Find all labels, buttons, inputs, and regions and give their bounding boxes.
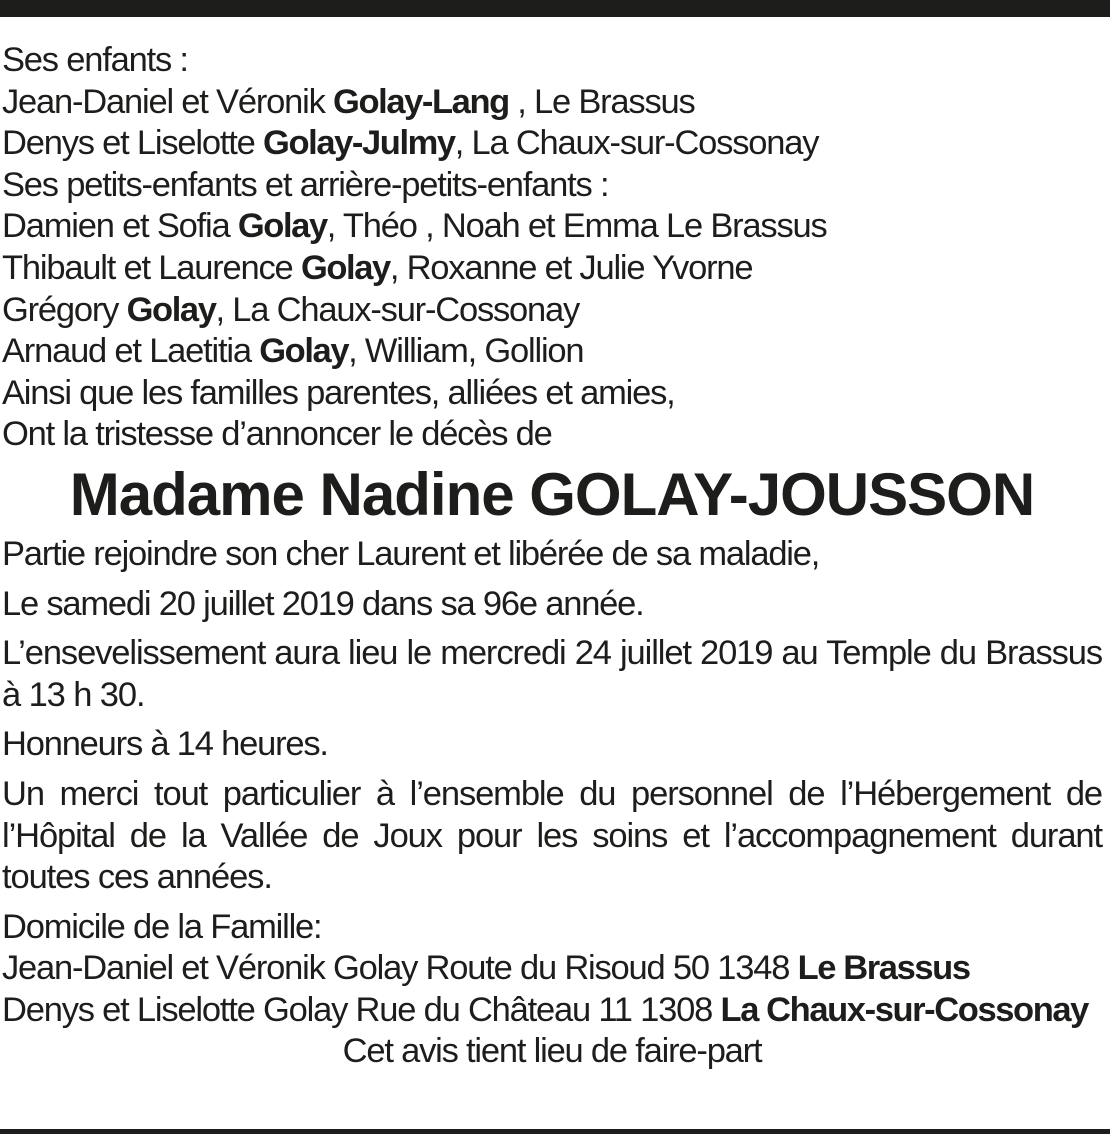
bottom-rule	[0, 1129, 1110, 1134]
address-line-2: Denys et Liselotte Golay Rue du Château 11 1308 La Chaux-sur-Cossonay	[2, 990, 1088, 1029]
grandchild-line-3: Grégory Golay, La Chaux-sur-Cossonay	[2, 290, 580, 329]
announce-line: Ont la tristesse d’annoncer le décès de	[2, 415, 552, 454]
grandchild-line-1: Damien et Sofia Golay, Théo , Noah et Emma Le Brassus	[2, 207, 827, 246]
children-heading: Ses enfants :	[2, 41, 188, 79]
body-paragraph-1: Partie rejoindre son cher Laurent et libérée de sa maladie,	[2, 534, 820, 573]
funeral-details: L’ensevelissement aura lieu le mercredi 24 juillet 2019 au Temple du Brassus à 13 h 30.	[2, 634, 1102, 714]
child-line-2: Denys et Liselotte Golay-Julmy, La Chaux-sur-Cossonay	[2, 124, 819, 163]
closing-note: Cet avis tient lieu de faire-part	[342, 1032, 762, 1071]
obituary-notice	[2, 40, 1102, 1073]
top-rule	[0, 0, 1110, 17]
grandchild-line-4: Arnaud et Laetitia Golay, William, Gollion	[2, 332, 584, 371]
grandchildren-heading: Ses petits-enfants et arrière-petits-enfants :	[2, 165, 609, 204]
address-line-1: Jean-Daniel et Véronik Golay Route du Risoud 50 1348 Le Brassus	[2, 949, 970, 988]
thanks-paragraph: Un merci tout particulier à l’ensemble du personnel de l’Hébergement de l’Hôpital de la Vallée de Joux pour les soins et l’accompagnement durant toutes ces années.	[2, 774, 1102, 897]
honours-time: Honneurs à 14 heures.	[2, 725, 328, 764]
child-line-1: Jean-Daniel et Véronik Golay-Lang , Le Brassus	[2, 82, 695, 121]
deceased-name: Madame Nadine GOLAY-JOUSSON	[69, 460, 1035, 528]
grandchild-line-2: Thibault et Laurence Golay, Roxanne et Julie Yvorne	[2, 248, 753, 287]
relatives-line: Ainsi que les familles parentes, alliées et amies,	[2, 373, 675, 412]
domicile-heading: Domicile de la Famille:	[2, 907, 322, 946]
body-paragraph-2: Le samedi 20 juillet 2019 dans sa 96e année.	[2, 584, 644, 623]
